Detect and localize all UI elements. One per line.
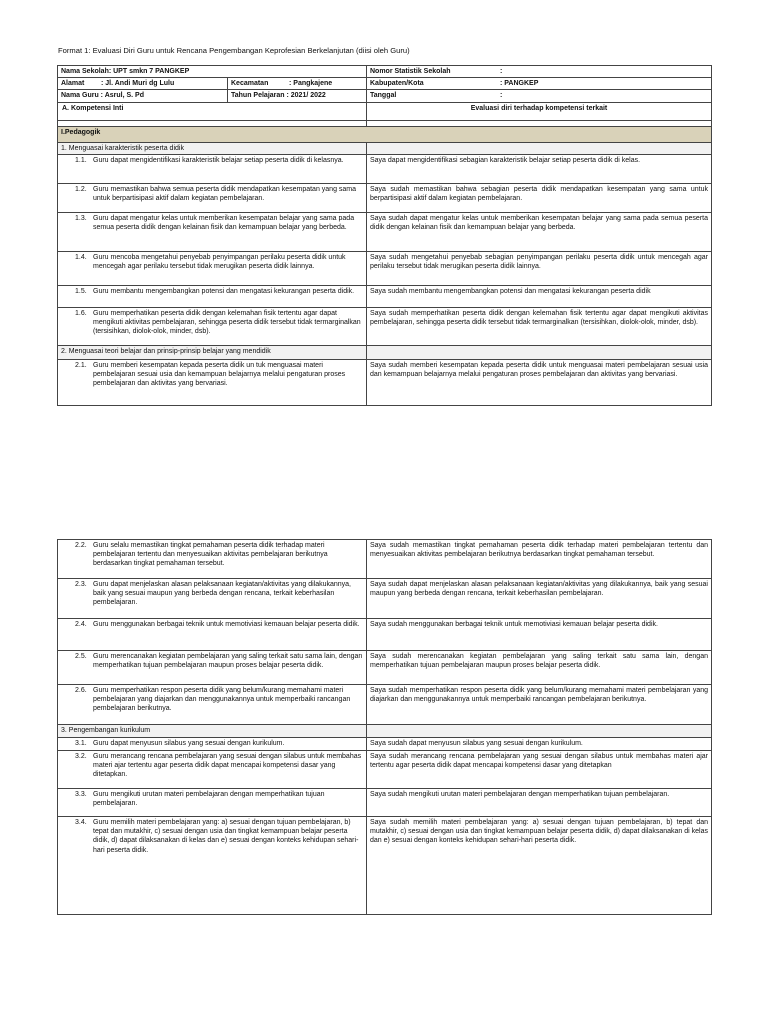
evaluation-text: Saya sudah memberi kesempatan kepada peserta didik untuk menguasai materi pembelajaran sesuai usia dan kemampuan belajarnya melalui pengaturan proses pembelajaran dan aktivitas yang bervariasi. (367, 359, 712, 405)
date-value: : (500, 92, 503, 100)
date (367, 90, 712, 102)
evaluation-text: Saya dapat mengidentifikasi sebagian karakteristik belajar setiap peserta didik di kelas. (367, 154, 712, 183)
core-competency-header: A. Kompetensi Inti (58, 102, 367, 120)
district-label: Kecamatan (231, 80, 269, 88)
evaluation-text: Saya sudah dapat menjelaskan alasan pelaksanaan kegiatan/aktivitas yang dilakukannya, baik yang sesuai maupun yang berbeda dengan rencana, terkait keberhasilan pembelajaran. (367, 579, 712, 619)
statistic-number-value: : (500, 68, 503, 75)
school-statistic-number (367, 66, 712, 78)
item-number: 1.4. (75, 253, 87, 261)
competency-text: Guru merancang rencana pembelajaran yang sesuai dengan silabus untuk membahas materi ajar tertentu agar peserta didik dapat mencapai kompetensi dasar yang ditetapkan. (93, 753, 362, 779)
table-row (58, 619, 712, 651)
table-row (58, 212, 712, 251)
address (58, 78, 228, 90)
district-value: : Pangkajene (289, 80, 333, 88)
document-title: Format 1: Evaluasi Diri Guru untuk Rencana Pengembangan Keprofesian Berkelanjutan (diisi oleh Guru) (58, 46, 410, 55)
item-number: 3.4. (75, 819, 87, 826)
competency-text: Guru dapat mengidentifikasi karakteristik belajar setiap peserta didik di kelasnya. (93, 156, 344, 164)
item-number: 2.1. (75, 361, 87, 369)
evaluation-table-part-1 (57, 65, 712, 406)
district (228, 78, 367, 90)
table-row (58, 579, 712, 619)
item-number: 2.2. (75, 542, 87, 549)
evaluation-text: Saya sudah membantu mengembangkan potensi dan mengatasi kekurangan peserta didik (367, 285, 712, 307)
item-number: 2.4. (75, 621, 87, 628)
item-number: 1.1. (75, 156, 87, 164)
evaluation-text: Saya sudah memperhatikan respon peserta didik yang belum/kurang memahami materi pembelajaran yang diajarkan dan menggunakannya untuk memperbaiki rancangan pembelajaran berikutnya. (367, 685, 712, 725)
item-number: 2.5. (75, 653, 87, 660)
table-row (58, 789, 712, 817)
evaluation-text: Saya sudah dapat menyusun silabus yang sesuai dengan kurikulum. (367, 738, 712, 751)
evaluation-text: Saya sudah menggunakan berbagai teknik untuk memotiviasi kemauan belajar peserta didik. (367, 619, 712, 651)
table-row (58, 307, 712, 345)
address-value: : Jl. Andi Muri dg Lulu (101, 80, 175, 88)
section-heading: 3. Pengembangan kurikulum (58, 725, 367, 738)
table-row (58, 285, 712, 307)
table-row (58, 751, 712, 789)
competency-text: Guru memastikan bahwa semua peserta didik mendapatkan kesempatan yang sama untuk berpartisipasi aktif dalam kegiatan pembelajaran. (93, 185, 357, 203)
address-label: Alamat (61, 80, 85, 88)
item-number: 1.2. (75, 185, 87, 193)
section-heading: 2. Menguasai teori belajar dan prinsip-prinsip belajar yang mendidik (58, 345, 367, 359)
table-row (58, 540, 712, 579)
item-number: 2.6. (75, 687, 87, 694)
evaluation-text: Saya sudah merancang rencana pembelajaran yang sesuai dengan silabus untuk membahas materi ajar tertentu agar peserta didik dapat mencapai kompetensi dasar yang ditetapkan (367, 751, 712, 789)
competency-text: Guru memperhatikan peserta didik dengan kelemahan fisik tertentu agar dapat mengikuti aktivitas pembelajaran, sehingga peserta didik tersebut tidak termarginalkan (tersisihkan, diolok-olok, minder, dsb). (93, 309, 361, 336)
table-row (58, 183, 712, 212)
regency-label: Kabupaten/Kota (370, 80, 424, 88)
table-row (58, 251, 712, 285)
table-row (58, 817, 712, 915)
item-number: 1.5. (75, 287, 87, 295)
section-heading: 1. Menguasai karakteristik peserta didik (58, 142, 367, 154)
pedagogic-header: I.Pedagogik (58, 126, 712, 142)
competency-text: Guru mencoba mengetahui penyebab penyimpangan perilaku peserta didik untuk mencegah agar perilaku tersebut tidak merugikan peserta didik lainnya. (93, 253, 346, 271)
section-heading-spacer (367, 725, 712, 738)
item-number: 3.2. (75, 753, 87, 760)
table-row (58, 359, 712, 405)
evaluation-text: Saya sudah merencanakan kegiatan pembelajaran yang saling terkait satu sama lain, dengan memperhatikan tujuan pembelajaran maupun proses belajar peserta didik. (367, 651, 712, 685)
competency-text: Guru dapat menyusun silabus yang sesuai dengan kurikulum. (93, 740, 285, 747)
evaluation-table-part-2 (57, 539, 712, 915)
competency-text: Guru merencanakan kegiatan pembelajaran yang saling terkait satu sama lain, dengan memperhatikan tujuan pembelajaran maupun proses belajar peserta didik. (93, 653, 363, 670)
regency (367, 78, 712, 90)
evaluation-text: Saya sudah mengikuti urutan materi pembelajaran dengan memperhatikan tujuan pembelajaran. (367, 789, 712, 817)
item-number: 1.3. (75, 214, 87, 222)
item-number: 1.6. (75, 309, 87, 317)
regency-value: : PANGKEP (500, 80, 539, 88)
competency-text: Guru memilih materi pembelajaran yang: a) sesuai dengan tujuan pembelajaran, b) tepat dan mutakhir, c) sesuai dengan usia dan tingkat kemampuan belajar peserta didik, d) dapat dilaksanakan di kelas dan e) sesuai dengan konteks kehidupan sehari-hari peserta didik. (93, 819, 359, 854)
teacher-name: Nama Guru : Asrul, S. Pd (58, 90, 228, 102)
competency-text: Guru selalu memastikan tingkat pemahaman peserta didik terhadap materi pembelajaran tertentu dan menyesuaikan aktivitas pembelajaran berikutnya berdasarkan tingkat pemahaman tersebut. (93, 542, 328, 568)
competency-text: Guru memperhatikan respon peserta didik yang belum/kurang memahami materi pembelajaran yang diajarkan dan menggunakannya untuk memperbaiki rancangan pembelajaran berikutnya. (93, 687, 351, 713)
competency-text: Guru memberi kesempatan kepada peserta didik un tuk menguasai materi pembelajaran sesuai usia dan kemampuan belajarnya melalui pengaturan proses pembelajaran dan aktivitas yang bervariasi. (93, 361, 346, 388)
item-number: 3.3. (75, 791, 87, 798)
date-label: Tanggal (370, 92, 397, 100)
section-heading-spacer (367, 142, 712, 154)
competency-text: Guru dapat mengatur kelas untuk memberikan kesempatan belajar yang sama pada semua peserta didik dengan kelainan fisik dan kemampuan belajar yang berbeda. (93, 214, 355, 232)
evaluation-text: Saya sudah memastikan bahwa sebagian peserta didik mendapatkan kesempatan yang sama untuk berpartisipasi aktif dalam kegiatan pembelajaran. (367, 183, 712, 212)
item-number: 3.1. (75, 740, 87, 747)
academic-year: Tahun Pelajaran : 2021/ 2022 (228, 90, 367, 102)
evaluation-text: Saya sudah memperhatikan peserta didik dengan kelemahan fisik tertentu agar dapat mengikuti aktivitas pembelajaran, sehingga peserta didik tersebut tidak termarginalkan (tersisihkan, diolok-olok, minder, dsb). (367, 307, 712, 345)
competency-text: Guru mengikuti urutan materi pembelajaran dengan memperhatikan tujuan pembelajaran. (93, 791, 325, 808)
table-row (58, 651, 712, 685)
competency-text: Guru menggunakan berbagai teknik untuk memotiviasi kemauan belajar peserta didik. (93, 621, 360, 628)
school-name: Nama Sekolah: UPT smkn 7 PANGKEP (58, 66, 367, 78)
evaluation-text: Saya sudah mengetahui penyebab sebagian penyimpangan perilaku peserta didik untuk mencegah agar perilaku tersebut tidak merugikan peserta didik lainnya. (367, 251, 712, 285)
statistic-number-label: Nomor Statistik Sekolah (370, 68, 451, 75)
competency-text: Guru membantu mengembangkan potensi dan mengatasi kekurangan peserta didik. (93, 287, 355, 295)
table-row (58, 685, 712, 725)
evaluation-text: Saya sudah memastikan tingkat pemahaman peserta didik terhadap materi pembelajaran tertentu dan menyesuaikan aktivitas pembelajaran berikutnya berdasarkan tingkat pemahaman tersebut. (367, 540, 712, 579)
table-row (58, 738, 712, 751)
evaluation-text: Saya sudah dapat mengatur kelas untuk memberikan kesempatan belajar yang sama pada semua peserta didik dengan kelainan fisik dan kemampuan belajar yang berbeda. (367, 212, 712, 251)
item-number: 2.3. (75, 581, 87, 588)
evaluation-text: Saya sudah memilih materi pembelajaran yang: a) sesuai dengan tujuan pembelajaran, b) tepat dan mutakhir, c) sesuai dengan usia dan tingkat kemampuan belajar peserta didik, d) dapat dilaksanakan di kelas dan e) sesuai dengan konteks kehidupan sehari-hari peserta didik. (367, 817, 712, 915)
self-evaluation-header: Evaluasi diri terhadap kompetensi terkait (367, 102, 712, 120)
competency-text: Guru dapat menjelaskan alasan pelaksanaan kegiatan/aktivitas yang dilakukannya, baik yang sesuai maupun yang berbeda dengan rencana, terkait keberhasilan pembelajaran. (93, 581, 352, 607)
section-heading-spacer (367, 345, 712, 359)
table-row (58, 154, 712, 183)
